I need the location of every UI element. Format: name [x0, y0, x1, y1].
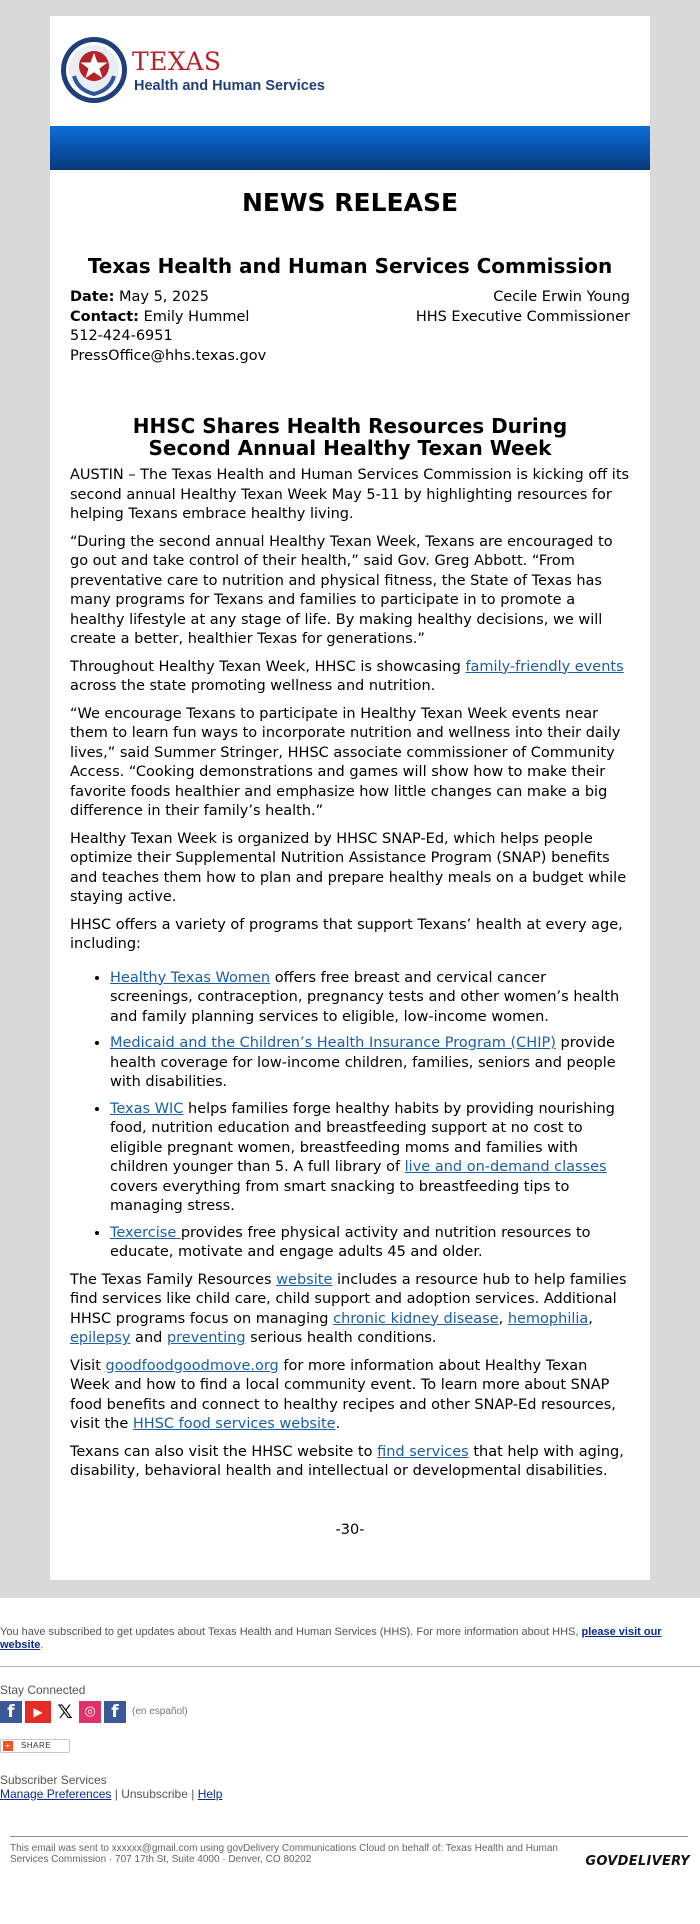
paragraph-programs-intro: HHSC offers a variety of programs that support Texans’ health at every age, including:	[70, 916, 623, 952]
subscriber-links	[0, 1787, 700, 1801]
hhsc-food-services-link[interactable]: HHSC food services website	[132, 1416, 336, 1432]
text: that help with aging, disability, behavioral health and intellectual or developmental disabilities.	[70, 1443, 624, 1479]
unsubscribe-link[interactable]: Unsubscribe	[121, 1786, 188, 1801]
chronic-kidney-disease-link[interactable]: chronic kidney disease	[333, 1310, 499, 1327]
facebook-icon[interactable]: f	[0, 1701, 22, 1723]
commissioner-title: HHS Executive Commissioner	[415, 308, 630, 325]
commissioner-block	[416, 288, 630, 366]
visit-website-link[interactable]: please visit our website	[0, 1625, 662, 1651]
medicaid-chip-link[interactable]: Medicaid and the Children’s Health Insurance Program (CHIP)	[110, 1035, 556, 1051]
family-resources-website-link[interactable]: website	[276, 1271, 333, 1288]
list-item	[110, 969, 630, 1028]
text: ,	[498, 1310, 508, 1327]
programs-list	[70, 969, 630, 1263]
paragraph-family-resources	[70, 1271, 630, 1349]
release-content	[50, 170, 650, 1580]
text: .	[335, 1416, 341, 1432]
paragraph-governor-quote: “During the second annual Healthy Texan Week, Texans are encouraged to go out and take control of their health,” said Gov. Greg Abbott. “From preventative care to nutrition and physical fitness, the State of Texas has many programs for Texans and families to participate in to promote a healthy lifestyle at any stage of life. By making healthy decisions, we will create a better, healthier Texas for generations.”	[70, 533, 613, 647]
healthy-texas-women-link[interactable]: Healthy Texas Women	[110, 969, 271, 986]
manage-preferences-link[interactable]: Manage Preferences	[0, 1786, 112, 1801]
news-release-card	[50, 16, 650, 1580]
email-footer	[0, 1598, 700, 1869]
contact-email: PressOffice@hhs.texas.gov	[70, 347, 267, 364]
text: Texans can also visit the HHSC website to	[70, 1443, 378, 1460]
x-icon[interactable]: 𝕏	[54, 1701, 76, 1723]
paragraph-events	[70, 658, 630, 697]
goodfoodgoodmove-link[interactable]: goodfoodgoodmove.org	[105, 1357, 279, 1374]
live-on-demand-classes-link[interactable]: live and on-demand classes	[404, 1159, 607, 1175]
header-logo	[50, 16, 650, 126]
texas-wic-link[interactable]: Texas WIC	[110, 1100, 184, 1117]
stay-connected-label: Stay Connected	[0, 1682, 86, 1697]
divider	[0, 1666, 700, 1667]
family-friendly-events-link[interactable]: family-friendly events	[465, 658, 624, 675]
separator: |	[187, 1786, 198, 1801]
hemophilia-link[interactable]: hemophilia	[507, 1310, 589, 1327]
contact-label: Contact:	[70, 308, 139, 325]
text: The Texas Family Resources	[70, 1271, 277, 1288]
text: offers free breast and cervical cancer screenings, contraception, pregnancy tests and other women’s health and family planning services to eligible, low-income women.	[110, 969, 620, 1025]
social-links	[0, 1699, 700, 1725]
texas-seal-icon	[60, 36, 128, 104]
text: across the state promoting wellness and nutrition.	[70, 678, 436, 694]
instagram-icon[interactable]: ◎	[79, 1701, 101, 1723]
text: helps families forge healthy habits by providing nourishing food, nutrition education and breastfeeding support at no cost to eligible pregnant women, breastfeeding moms and families with children younger than 5. A full library of	[110, 1100, 615, 1175]
list-item	[110, 1100, 630, 1217]
contact-phone: 512-424-6951	[70, 328, 173, 344]
paragraph-intro: AUSTIN – The Texas Health and Human Services Commission is kicking off its second annual Healthy Texan Week May 5-11 by highlighting resources for helping Texans embrace healthy living.	[70, 467, 630, 522]
agency-name: Texas Health and Human Services Commission	[87, 254, 613, 278]
contact-name: Emily Hummel	[143, 308, 250, 325]
text: Throughout Healthy Texan Week, HHSC is showcasing	[70, 658, 466, 675]
text: covers everything from smart snacking to breastfeeding tips to managing stress.	[110, 1178, 570, 1214]
release-meta	[70, 288, 630, 366]
text: Visit	[70, 1357, 106, 1374]
text: for more information about Healthy Texan Week and how to find a local community event. To learn more about SNAP food benefits and connect to healthy recipes and other SNAP-Ed resources, visit the	[70, 1357, 616, 1432]
texercise-link[interactable]: Texercise	[110, 1224, 181, 1241]
share-plus-icon: +	[3, 1741, 13, 1751]
text: serious health conditions.	[245, 1330, 437, 1346]
paragraph-stringer-quote: “We encourage Texans to participate in Healthy Texan Week events near them to learn fun ways to incorporate nutrition and wellness into their daily lives,” said Summer Stringer, HHSC associate commissioner of Community Access. “Cooking demonstrations and games will show how to make their favorite foods healthier and emphasize how little changes can make a big difference in their family’s health.”	[70, 705, 621, 819]
epilepsy-link[interactable]: epilepsy	[70, 1330, 131, 1346]
release-headline	[70, 415, 630, 459]
preventing-link[interactable]: preventing	[166, 1330, 246, 1346]
header-band	[50, 126, 650, 170]
subscriber-services-label: Subscriber Services	[0, 1772, 107, 1787]
find-services-link[interactable]: find services	[377, 1443, 469, 1460]
list-item	[110, 1224, 630, 1263]
sent-to-notice: This email was sent to xxxxxx@gmail.com using govDelivery Communications Cloud on behalf of: Texas Health and Human Services Commission · 707 17th St, Suite 4000 · Denver, CO 80202	[10, 1842, 558, 1865]
share-button[interactable]	[0, 1739, 70, 1753]
espanol-label: (en español)	[132, 1706, 188, 1717]
date-label: Date:	[70, 289, 115, 305]
text: and	[130, 1330, 167, 1346]
footer-bottom	[0, 1837, 700, 1869]
text: provides free physical activity and nutrition resources to educate, motivate and engage adults 45 and older.	[110, 1224, 591, 1260]
text: .	[40, 1638, 44, 1651]
news-release-title: NEWS RELEASE	[241, 188, 459, 217]
headline-line-1: HHSC Shares Health Resources During	[132, 414, 568, 438]
share-label: SHARE	[21, 1741, 52, 1750]
paragraph-goodfood	[70, 1357, 630, 1435]
text: provide health coverage for low-income children, families, seniors and people with disabilities.	[110, 1035, 616, 1090]
end-mark: -30-	[335, 1521, 365, 1538]
headline-line-2: Second Annual Healthy Texan Week	[148, 436, 552, 460]
list-item	[110, 1034, 630, 1093]
contact-block	[70, 288, 266, 366]
paragraph-find-services	[70, 1443, 630, 1482]
text: includes a resource hub to help families find services like child care, child support and adoption services. Additional HHSC programs focus on managing	[70, 1271, 627, 1327]
logo-texas-text: TEXAS	[132, 47, 222, 76]
release-date: May 5, 2025	[119, 289, 209, 305]
logo-hhs-text: Health and Human Services	[134, 78, 325, 94]
youtube-icon[interactable]: ▶	[25, 1701, 51, 1723]
commissioner-name: Cecile Erwin Young	[493, 289, 630, 305]
govdelivery-logo: GOVDELIVERY	[585, 1853, 690, 1869]
subscription-notice	[0, 1598, 700, 1652]
facebook-espanol-icon[interactable]: f	[104, 1701, 126, 1723]
help-link[interactable]: Help	[197, 1786, 223, 1801]
text: You have subscribed to get updates about Texas Health and Human Services (HHS). For more information about HHS,	[0, 1625, 582, 1638]
paragraph-snap-ed: Healthy Texan Week is organized by HHSC SNAP-Ed, which helps people optimize their Supplemental Nutrition Assistance Program (SNAP) benefits and teaches them how to plan and prepare healthy meals on a budget while staying active.	[70, 830, 627, 905]
separator: |	[111, 1786, 122, 1801]
text: ,	[588, 1310, 593, 1327]
